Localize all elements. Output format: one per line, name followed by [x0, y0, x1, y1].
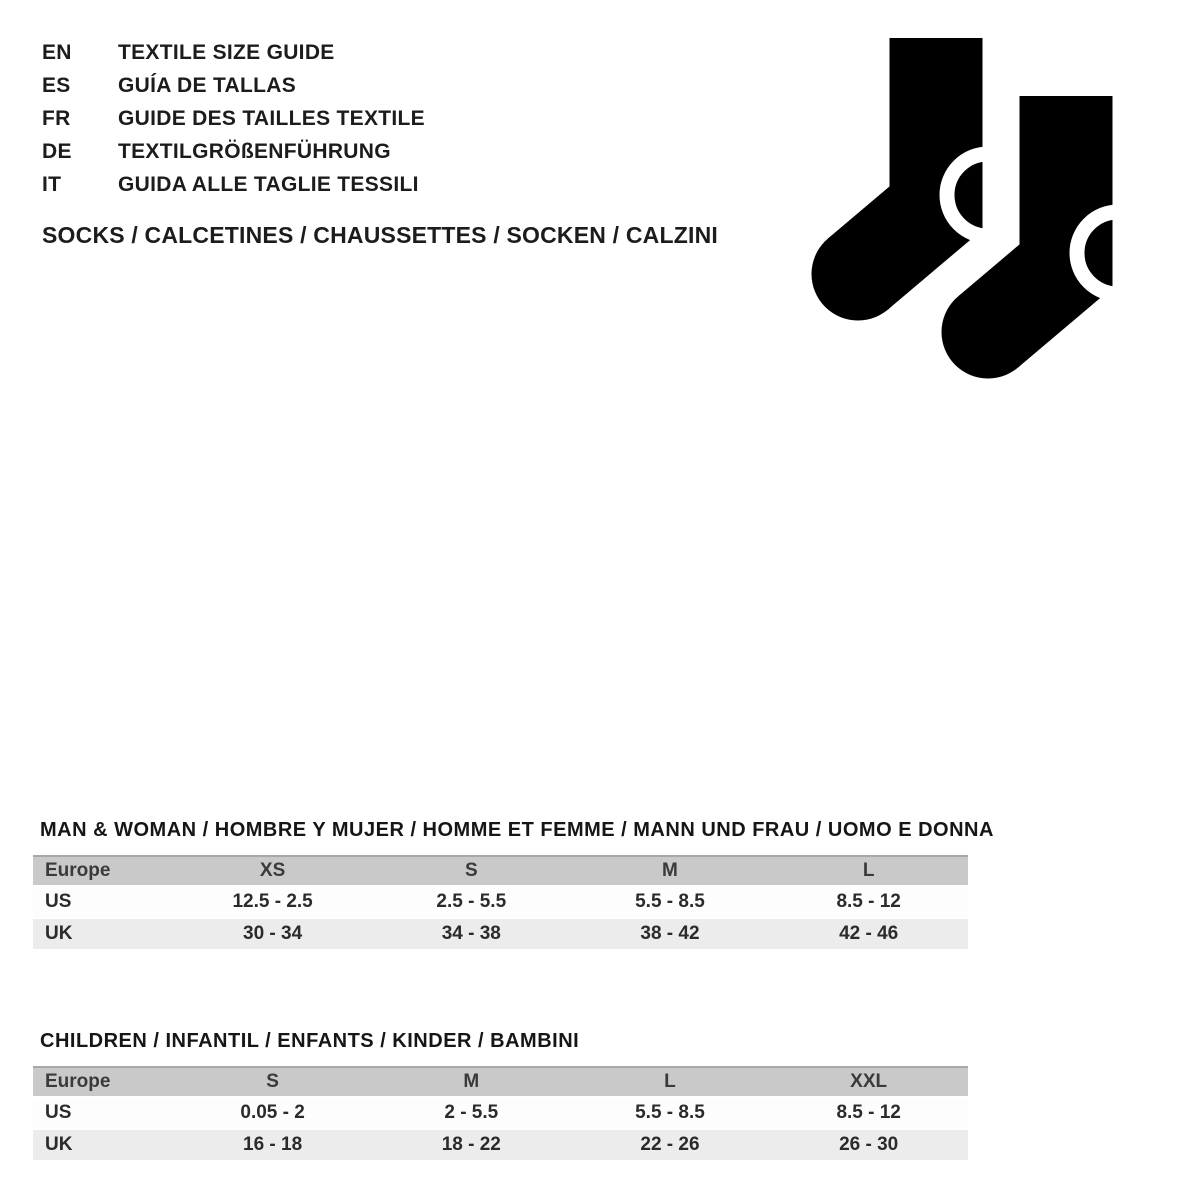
language-code: DE: [42, 139, 72, 163]
size-cell: 5.5 - 8.5: [571, 887, 770, 919]
size-cell: 38 - 42: [571, 919, 770, 949]
row-label: US: [33, 887, 173, 919]
language-code: FR: [42, 106, 71, 130]
size-cell: 12.5 - 2.5: [173, 887, 372, 919]
size-table: [33, 1066, 968, 1160]
language-row-it: [42, 168, 425, 201]
product-category-line: SOCKS / CALCETINES / CHAUSSETTES / SOCKEN / CALZINI: [42, 222, 718, 248]
size-cell: 42 - 46: [769, 919, 968, 949]
row-label: UK: [33, 1130, 173, 1160]
language-label: TEXTILE SIZE GUIDE: [118, 40, 335, 64]
size-cell: 30 - 34: [173, 919, 372, 949]
size-cell: 2.5 - 5.5: [372, 887, 571, 919]
language-label: GUIDE DES TAILLES TEXTILE: [118, 106, 425, 130]
table-row: [33, 1098, 968, 1130]
language-code: EN: [42, 40, 72, 64]
row-label: UK: [33, 919, 173, 949]
language-label: GUIDA ALLE TAGLIE TESSILI: [118, 172, 419, 196]
size-table-children: [33, 1066, 968, 1160]
size-column-header: XXL: [769, 1066, 968, 1098]
language-label: TEXTILGRÖßENFÜHRUNG: [118, 139, 391, 163]
size-cell: 5.5 - 8.5: [571, 1098, 770, 1130]
language-row-de: [42, 135, 425, 168]
table-row: [33, 919, 968, 949]
size-cell: 2 - 5.5: [372, 1098, 571, 1130]
size-cell: 26 - 30: [769, 1130, 968, 1160]
table-header-row: [33, 1066, 968, 1098]
language-code: IT: [42, 172, 62, 196]
table-header-row: [33, 855, 968, 887]
language-code: ES: [42, 73, 71, 97]
size-cell: 8.5 - 12: [769, 887, 968, 919]
size-column-header: XS: [173, 855, 372, 887]
size-cell: 18 - 22: [372, 1130, 571, 1160]
language-label: GUÍA DE TALLAS: [118, 73, 297, 97]
section-title-man-woman: MAN & WOMAN / HOMBRE Y MUJER / HOMME ET FEMME / MANN UND FRAU / UOMO E DONNA: [40, 819, 994, 841]
size-column-header: L: [769, 855, 968, 887]
size-column-header: M: [571, 855, 770, 887]
size-column-header: L: [571, 1066, 770, 1098]
language-list: [42, 36, 425, 201]
region-column-header: Europe: [33, 1066, 173, 1098]
table-row: [33, 1130, 968, 1160]
size-cell: 22 - 26: [571, 1130, 770, 1160]
size-column-header: S: [173, 1066, 372, 1098]
size-column-header: S: [372, 855, 571, 887]
region-column-header: Europe: [33, 855, 173, 887]
language-row-en: [42, 36, 425, 69]
size-table-man-woman: [33, 855, 968, 949]
language-row-fr: [42, 102, 425, 135]
size-cell: 0.05 - 2: [173, 1098, 372, 1130]
table-row: [33, 887, 968, 919]
language-row-es: [42, 69, 425, 102]
size-cell: 16 - 18: [173, 1130, 372, 1160]
size-table: [33, 855, 968, 949]
size-column-header: M: [372, 1066, 571, 1098]
size-cell: 8.5 - 12: [769, 1098, 968, 1130]
size-cell: 34 - 38: [372, 919, 571, 949]
socks-icon: [780, 10, 1150, 380]
section-title-children: CHILDREN / INFANTIL / ENFANTS / KINDER / BAMBINI: [40, 1030, 580, 1052]
row-label: US: [33, 1098, 173, 1130]
